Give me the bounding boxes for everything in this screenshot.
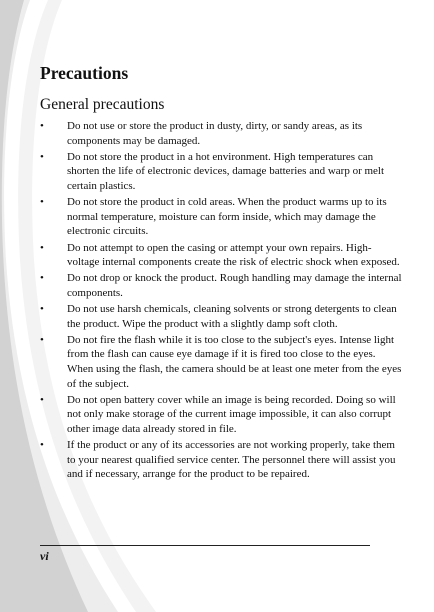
list-item <box>40 438 402 482</box>
list-item-text: Do not use harsh chemicals, cleaning solvents or strong detergents to clean the product. Wipe the product with a slightly damp soft cloth. <box>67 303 397 330</box>
page-footer <box>40 545 370 563</box>
list-item <box>40 393 402 437</box>
section-heading: General precautions <box>40 96 165 113</box>
list-item <box>40 271 402 300</box>
page-number: vi <box>40 549 49 563</box>
page-title: Precautions <box>40 63 129 83</box>
bullet-icon: • <box>40 333 44 346</box>
list-item-text: Do not store the product in cold areas. When the product warms up to its normal temperature, moisture can form inside, which may damage the electronic circuits. <box>67 196 387 238</box>
list-item <box>40 302 402 331</box>
list-item-text: Do not store the product in a hot environment. High temperatures can shorten the life of electronic devices, damage batteries and warp or melt certain plastics. <box>67 150 385 192</box>
list-item <box>40 119 402 148</box>
page-content <box>40 62 402 484</box>
list-item-text: Do not open battery cover while an image is being recorded. Doing so will not only make storage of the current image impossible, it can also corrupt other image data already stored in file. <box>67 393 396 436</box>
bullet-icon: • <box>40 120 44 132</box>
list-item-text: Do not fire the flash while it is too close to the subject's eyes. Intense light from the flash can cause eye damage if it is fired too close to the eyes. When using the flash, the camera should be at least one meter from the eyes of the subject. <box>67 333 402 390</box>
bullet-icon: • <box>40 303 44 316</box>
list-item <box>40 333 402 391</box>
list-item-text: Do not use or store the product in dusty, dirty, or sandy areas, as its components may be damaged. <box>67 120 363 147</box>
footer-divider <box>40 545 370 546</box>
bullet-icon: • <box>40 241 44 254</box>
list-item-text: Do not drop or knock the product. Rough handling may damage the internal components. <box>67 272 402 299</box>
precautions-list <box>40 119 402 482</box>
bullet-icon: • <box>40 196 44 209</box>
bullet-icon: • <box>40 439 44 452</box>
list-item <box>40 150 402 194</box>
bullet-icon: • <box>40 150 44 163</box>
bullet-icon: • <box>40 393 44 406</box>
bullet-icon: • <box>40 272 44 285</box>
list-item-text: If the product or any of its accessories are not working properly, take them to your nearest qualified service center. The personnel there will assist you and if necessary, arrange for the product to be repaired. <box>67 439 396 481</box>
list-item <box>40 195 402 239</box>
list-item-text: Do not attempt to open the casing or attempt your own repairs. High-voltage internal components create the risk of electric shock when exposed. <box>67 241 400 269</box>
list-item <box>40 241 402 270</box>
